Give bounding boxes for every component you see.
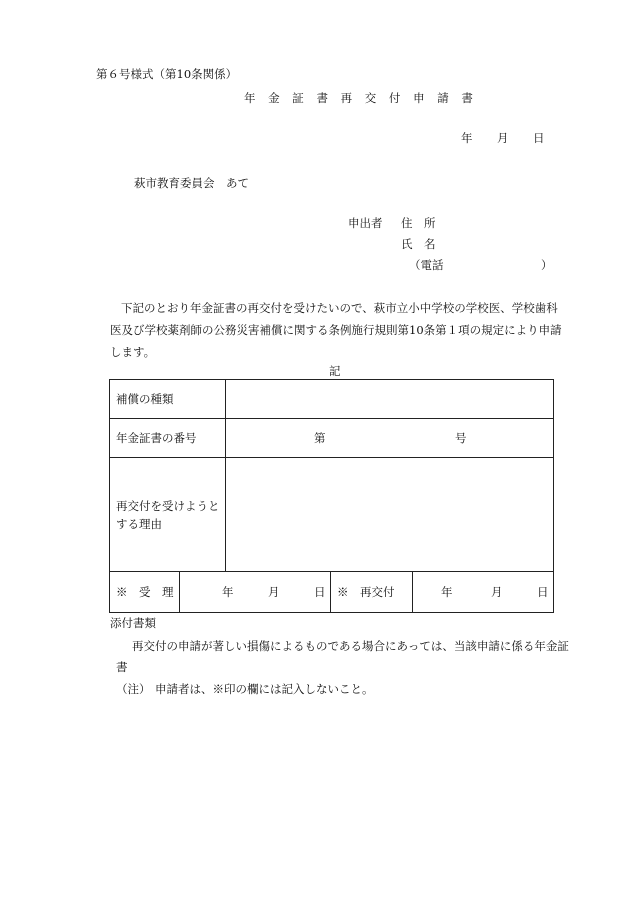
table-row — [110, 419, 554, 458]
form-title: 年 金 証 書 再 交 付 申 請 書 — [244, 91, 478, 105]
receipt-label: ※ 受 理 — [110, 572, 180, 613]
reissue-day-label: 日 — [537, 585, 549, 599]
receipt-month-label: 月 — [268, 585, 280, 599]
receipt-day-label: 日 — [314, 585, 326, 599]
date-day-label: 日 — [533, 131, 545, 145]
table-row — [110, 572, 554, 613]
certificate-number-value[interactable] — [226, 419, 554, 458]
address-label: 住 所 — [401, 216, 436, 230]
note-text: 申請者は、※印の欄には記入しないこと。 — [155, 682, 374, 696]
attachments-heading: 添付書類 — [110, 616, 156, 630]
table-row — [110, 458, 554, 572]
certificate-number-label: 年金証書の番号 — [110, 419, 226, 458]
reissue-date[interactable] — [413, 572, 554, 613]
date-year-label: 年 — [461, 131, 473, 145]
ki-heading: 記 — [329, 364, 341, 378]
dai-label: 第 — [314, 431, 326, 445]
telephone-label: （電話 — [409, 258, 444, 272]
addressee: 萩市教育委員会 あて — [134, 176, 249, 190]
reissue-year-label: 年 — [441, 585, 453, 599]
telephone-close-paren: ） — [541, 258, 553, 272]
table-row — [110, 380, 554, 419]
receipt-date[interactable] — [180, 572, 331, 613]
request-line-1: 下記のとおり年金証書の再交付を受けたいので、萩市立小中学校の学校医、学校歯科 — [121, 301, 558, 315]
request-line-3: します。 — [110, 345, 156, 359]
reissue-month-label: 月 — [491, 585, 503, 599]
reissue-label: ※ 再交付 — [331, 572, 413, 613]
details-table — [109, 379, 554, 613]
reissue-reason-label: 再交付を受けようとする理由 — [110, 458, 226, 572]
applicant-label: 申出者 — [348, 216, 383, 230]
compensation-type-label: 補償の種類 — [110, 380, 226, 419]
name-label: 氏 名 — [401, 237, 436, 251]
form-number: 第６号様式（第10条関係） — [96, 67, 238, 81]
attachments-text: 再交付の申請が著しい損傷によるものである場合にあっては、当該申請に係る年金証書 — [116, 639, 569, 674]
request-line-2: 医及び学校薬剤師の公務災害補償に関する条例施行規則第10条第１項の規定により申請 — [110, 323, 562, 337]
go-label: 号 — [455, 431, 467, 445]
reissue-reason-value[interactable] — [226, 458, 554, 572]
date-month-label: 月 — [497, 131, 509, 145]
receipt-year-label: 年 — [222, 585, 234, 599]
compensation-type-value[interactable] — [226, 380, 554, 419]
request-statement — [110, 297, 580, 363]
note-mark: （注） — [116, 682, 151, 696]
